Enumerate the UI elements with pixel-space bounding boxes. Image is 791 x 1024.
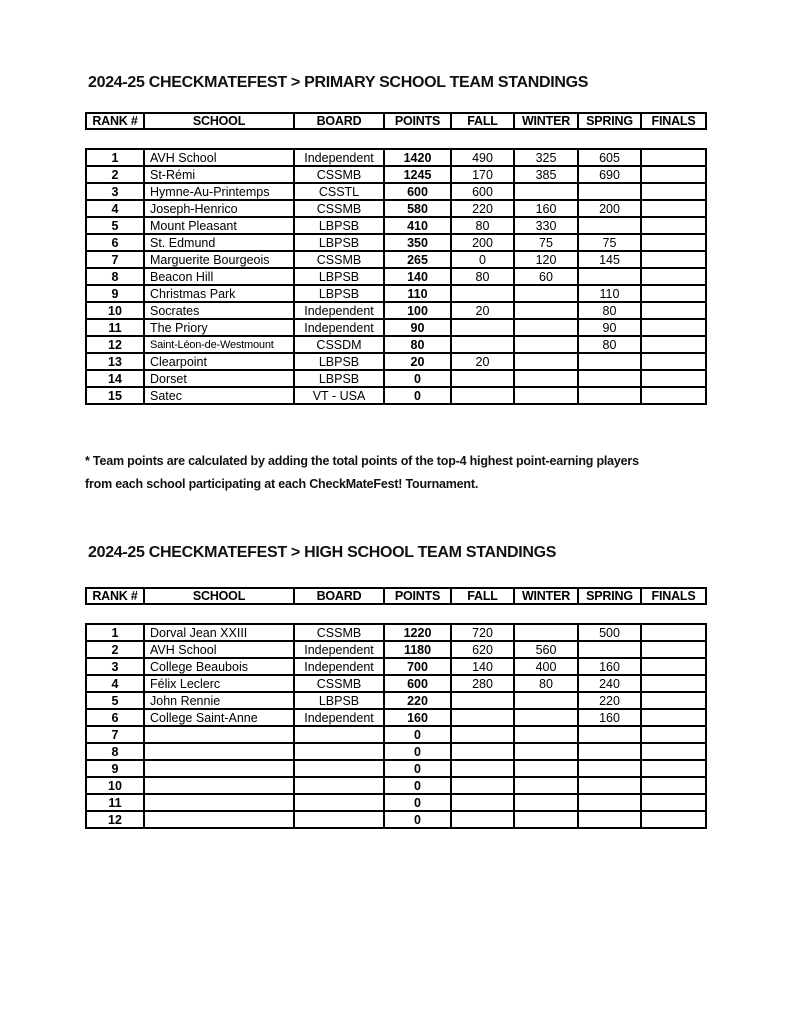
rank-cell: 14 (86, 370, 144, 387)
winter-cell: 120 (514, 251, 578, 268)
spring-cell (578, 217, 641, 234)
winter-cell (514, 370, 578, 387)
table-row (86, 251, 706, 268)
points-cell: 0 (384, 370, 451, 387)
school-cell (144, 794, 294, 811)
fall-cell (451, 285, 514, 302)
finals-cell (641, 387, 706, 404)
rank-cell: 1 (86, 149, 144, 166)
primary-standings-title: 2024-25 CHECKMATEFEST > PRIMARY SCHOOL TEAM STANDINGS (88, 74, 589, 91)
footnote-line-1: * Team points are calculated by adding the total points of the top-4 highest point-earning players (85, 454, 639, 468)
school-cell: Joseph-Henrico (144, 200, 294, 217)
table-row (86, 268, 706, 285)
table-row (86, 641, 706, 658)
points-cell: 0 (384, 760, 451, 777)
points-cell: 265 (384, 251, 451, 268)
spring-cell (578, 641, 641, 658)
column-header-fall: FALL (451, 113, 514, 129)
high-standings-header (85, 587, 707, 605)
board-cell: CSSMB (294, 624, 384, 641)
spring-cell: 220 (578, 692, 641, 709)
table-row (86, 200, 706, 217)
spring-cell: 75 (578, 234, 641, 251)
high-standings-title: 2024-25 CHECKMATEFEST > HIGH SCHOOL TEAM STANDINGS (88, 544, 557, 561)
column-header-winter: WINTER (514, 588, 578, 604)
finals-cell (641, 658, 706, 675)
table-row (86, 760, 706, 777)
spring-cell: 90 (578, 319, 641, 336)
spring-cell: 160 (578, 709, 641, 726)
winter-cell (514, 387, 578, 404)
spring-cell (578, 726, 641, 743)
table-row (86, 675, 706, 692)
fall-cell (451, 777, 514, 794)
fall-cell (451, 709, 514, 726)
school-cell (144, 811, 294, 828)
rank-cell: 6 (86, 234, 144, 251)
winter-cell: 75 (514, 234, 578, 251)
school-cell: Dorval Jean XXIII (144, 624, 294, 641)
finals-cell (641, 624, 706, 641)
finals-cell (641, 811, 706, 828)
points-cell: 0 (384, 777, 451, 794)
fall-cell: 20 (451, 302, 514, 319)
team-points-footnote (85, 450, 639, 496)
rank-cell: 9 (86, 285, 144, 302)
finals-cell (641, 149, 706, 166)
points-cell: 0 (384, 794, 451, 811)
spring-cell: 240 (578, 675, 641, 692)
table-row (86, 794, 706, 811)
points-cell: 1220 (384, 624, 451, 641)
table-row (86, 743, 706, 760)
winter-cell (514, 353, 578, 370)
school-cell: Marguerite Bourgeois (144, 251, 294, 268)
fall-cell (451, 336, 514, 353)
finals-cell (641, 302, 706, 319)
winter-cell (514, 336, 578, 353)
winter-cell: 160 (514, 200, 578, 217)
winter-cell (514, 624, 578, 641)
board-cell: Independent (294, 149, 384, 166)
board-cell: Independent (294, 302, 384, 319)
board-cell (294, 794, 384, 811)
spring-cell (578, 353, 641, 370)
points-cell: 0 (384, 811, 451, 828)
winter-cell (514, 794, 578, 811)
table-row (86, 336, 706, 353)
finals-cell (641, 183, 706, 200)
finals-cell (641, 794, 706, 811)
fall-cell (451, 319, 514, 336)
points-cell: 0 (384, 726, 451, 743)
school-cell: AVH School (144, 641, 294, 658)
column-header-points: POINTS (384, 113, 451, 129)
column-header-spring: SPRING (578, 588, 641, 604)
fall-cell (451, 811, 514, 828)
column-header-school: SCHOOL (144, 113, 294, 129)
fall-cell: 80 (451, 268, 514, 285)
table-row (86, 811, 706, 828)
board-cell: LBPSB (294, 217, 384, 234)
finals-cell (641, 285, 706, 302)
school-cell: The Priory (144, 319, 294, 336)
spring-cell: 200 (578, 200, 641, 217)
board-cell: CSSTL (294, 183, 384, 200)
school-cell (144, 760, 294, 777)
fall-cell (451, 370, 514, 387)
column-header-rank: RANK # (86, 113, 144, 129)
school-cell (144, 743, 294, 760)
column-header-points: POINTS (384, 588, 451, 604)
column-header-board: BOARD (294, 588, 384, 604)
fall-cell: 280 (451, 675, 514, 692)
school-cell: Mount Pleasant (144, 217, 294, 234)
school-cell: Beacon Hill (144, 268, 294, 285)
column-header-fall: FALL (451, 588, 514, 604)
finals-cell (641, 641, 706, 658)
spring-cell (578, 760, 641, 777)
finals-cell (641, 743, 706, 760)
table-row (86, 709, 706, 726)
spring-cell: 500 (578, 624, 641, 641)
school-cell (144, 726, 294, 743)
school-cell (144, 777, 294, 794)
column-header-board: BOARD (294, 113, 384, 129)
spring-cell: 80 (578, 336, 641, 353)
points-cell: 0 (384, 387, 451, 404)
points-cell: 20 (384, 353, 451, 370)
board-cell: LBPSB (294, 353, 384, 370)
finals-cell (641, 709, 706, 726)
primary-standings-table (85, 148, 707, 405)
points-cell: 0 (384, 743, 451, 760)
points-cell: 600 (384, 675, 451, 692)
spring-cell: 110 (578, 285, 641, 302)
finals-cell (641, 353, 706, 370)
board-cell: Independent (294, 641, 384, 658)
winter-cell: 325 (514, 149, 578, 166)
table-row (86, 149, 706, 166)
board-cell: Independent (294, 709, 384, 726)
fall-cell (451, 743, 514, 760)
finals-cell (641, 268, 706, 285)
winter-cell (514, 302, 578, 319)
spring-cell: 160 (578, 658, 641, 675)
points-cell: 600 (384, 183, 451, 200)
primary-standings-header (85, 112, 707, 130)
points-cell: 580 (384, 200, 451, 217)
board-cell: CSSMB (294, 166, 384, 183)
finals-cell (641, 777, 706, 794)
school-cell: Félix Leclerc (144, 675, 294, 692)
winter-cell: 385 (514, 166, 578, 183)
rank-cell: 8 (86, 743, 144, 760)
spring-cell: 605 (578, 149, 641, 166)
fall-cell (451, 760, 514, 777)
school-cell: Hymne-Au-Printemps (144, 183, 294, 200)
school-cell: Socrates (144, 302, 294, 319)
spring-cell (578, 387, 641, 404)
points-cell: 350 (384, 234, 451, 251)
school-cell: Christmas Park (144, 285, 294, 302)
board-cell: CSSMB (294, 675, 384, 692)
header-row (86, 113, 706, 129)
table-row (86, 370, 706, 387)
school-cell: College Beaubois (144, 658, 294, 675)
spring-cell: 690 (578, 166, 641, 183)
rank-cell: 13 (86, 353, 144, 370)
winter-cell: 80 (514, 675, 578, 692)
table-row (86, 726, 706, 743)
fall-cell (451, 692, 514, 709)
rank-cell: 11 (86, 319, 144, 336)
header-row (86, 588, 706, 604)
fall-cell: 170 (451, 166, 514, 183)
table-row (86, 183, 706, 200)
rank-cell: 5 (86, 692, 144, 709)
spring-cell: 80 (578, 302, 641, 319)
fall-cell (451, 387, 514, 404)
fall-cell: 600 (451, 183, 514, 200)
rank-cell: 2 (86, 641, 144, 658)
fall-cell: 140 (451, 658, 514, 675)
fall-cell: 720 (451, 624, 514, 641)
finals-cell (641, 251, 706, 268)
finals-cell (641, 319, 706, 336)
winter-cell (514, 760, 578, 777)
school-cell: College Saint-Anne (144, 709, 294, 726)
rank-cell: 11 (86, 794, 144, 811)
rank-cell: 9 (86, 760, 144, 777)
points-cell: 100 (384, 302, 451, 319)
table-row (86, 285, 706, 302)
winter-cell: 60 (514, 268, 578, 285)
footnote-line-2: from each school participating at each CheckMateFest! Tournament. (85, 477, 479, 491)
points-cell: 160 (384, 709, 451, 726)
winter-cell: 560 (514, 641, 578, 658)
points-cell: 410 (384, 217, 451, 234)
fall-cell (451, 726, 514, 743)
finals-cell (641, 675, 706, 692)
table-row (86, 234, 706, 251)
spring-cell: 145 (578, 251, 641, 268)
winter-cell (514, 709, 578, 726)
points-cell: 90 (384, 319, 451, 336)
rank-cell: 3 (86, 658, 144, 675)
fall-cell: 200 (451, 234, 514, 251)
column-header-school: SCHOOL (144, 588, 294, 604)
table-row (86, 624, 706, 641)
board-cell: LBPSB (294, 692, 384, 709)
board-cell (294, 743, 384, 760)
rank-cell: 10 (86, 777, 144, 794)
fall-cell: 490 (451, 149, 514, 166)
rank-cell: 4 (86, 675, 144, 692)
points-cell: 700 (384, 658, 451, 675)
board-cell: CSSDM (294, 336, 384, 353)
spring-cell (578, 268, 641, 285)
finals-cell (641, 692, 706, 709)
fall-cell: 0 (451, 251, 514, 268)
points-cell: 110 (384, 285, 451, 302)
board-cell (294, 777, 384, 794)
column-header-rank: RANK # (86, 588, 144, 604)
winter-cell (514, 726, 578, 743)
finals-cell (641, 760, 706, 777)
points-cell: 140 (384, 268, 451, 285)
winter-cell (514, 183, 578, 200)
rank-cell: 2 (86, 166, 144, 183)
fall-cell: 620 (451, 641, 514, 658)
school-cell: Dorset (144, 370, 294, 387)
school-cell: Clearpoint (144, 353, 294, 370)
board-cell (294, 760, 384, 777)
points-cell: 1420 (384, 149, 451, 166)
rank-cell: 7 (86, 726, 144, 743)
board-cell: LBPSB (294, 285, 384, 302)
table-row (86, 692, 706, 709)
fall-cell: 220 (451, 200, 514, 217)
rank-cell: 1 (86, 624, 144, 641)
table-row (86, 353, 706, 370)
rank-cell: 3 (86, 183, 144, 200)
fall-cell: 80 (451, 217, 514, 234)
finals-cell (641, 336, 706, 353)
winter-cell (514, 285, 578, 302)
board-cell: LBPSB (294, 370, 384, 387)
finals-cell (641, 166, 706, 183)
winter-cell (514, 319, 578, 336)
school-cell: Saint-Léon-de-Westmount (144, 336, 294, 353)
school-cell: AVH School (144, 149, 294, 166)
rank-cell: 4 (86, 200, 144, 217)
school-cell: Satec (144, 387, 294, 404)
board-cell (294, 811, 384, 828)
winter-cell (514, 692, 578, 709)
finals-cell (641, 200, 706, 217)
school-cell: John Rennie (144, 692, 294, 709)
board-cell: LBPSB (294, 234, 384, 251)
table-row (86, 777, 706, 794)
board-cell: Independent (294, 658, 384, 675)
rank-cell: 6 (86, 709, 144, 726)
table-row (86, 166, 706, 183)
finals-cell (641, 726, 706, 743)
column-header-finals: FINALS (641, 113, 706, 129)
table-row (86, 217, 706, 234)
table-row (86, 319, 706, 336)
column-header-spring: SPRING (578, 113, 641, 129)
finals-cell (641, 370, 706, 387)
spring-cell (578, 794, 641, 811)
finals-cell (641, 217, 706, 234)
rank-cell: 12 (86, 336, 144, 353)
winter-cell: 400 (514, 658, 578, 675)
points-cell: 80 (384, 336, 451, 353)
board-cell: VT - USA (294, 387, 384, 404)
board-cell: Independent (294, 319, 384, 336)
board-cell: CSSMB (294, 251, 384, 268)
rank-cell: 15 (86, 387, 144, 404)
high-standings-table (85, 623, 707, 829)
column-header-finals: FINALS (641, 588, 706, 604)
fall-cell (451, 794, 514, 811)
winter-cell (514, 743, 578, 760)
board-cell: LBPSB (294, 268, 384, 285)
spring-cell (578, 777, 641, 794)
fall-cell: 20 (451, 353, 514, 370)
school-cell: St. Edmund (144, 234, 294, 251)
winter-cell: 330 (514, 217, 578, 234)
rank-cell: 12 (86, 811, 144, 828)
rank-cell: 7 (86, 251, 144, 268)
rank-cell: 8 (86, 268, 144, 285)
table-row (86, 658, 706, 675)
spring-cell (578, 811, 641, 828)
points-cell: 1180 (384, 641, 451, 658)
column-header-winter: WINTER (514, 113, 578, 129)
spring-cell (578, 183, 641, 200)
points-cell: 220 (384, 692, 451, 709)
board-cell (294, 726, 384, 743)
points-cell: 1245 (384, 166, 451, 183)
table-row (86, 387, 706, 404)
winter-cell (514, 811, 578, 828)
spring-cell (578, 370, 641, 387)
school-cell: St-Rémi (144, 166, 294, 183)
rank-cell: 5 (86, 217, 144, 234)
winter-cell (514, 777, 578, 794)
spring-cell (578, 743, 641, 760)
rank-cell: 10 (86, 302, 144, 319)
table-row (86, 302, 706, 319)
board-cell: CSSMB (294, 200, 384, 217)
finals-cell (641, 234, 706, 251)
